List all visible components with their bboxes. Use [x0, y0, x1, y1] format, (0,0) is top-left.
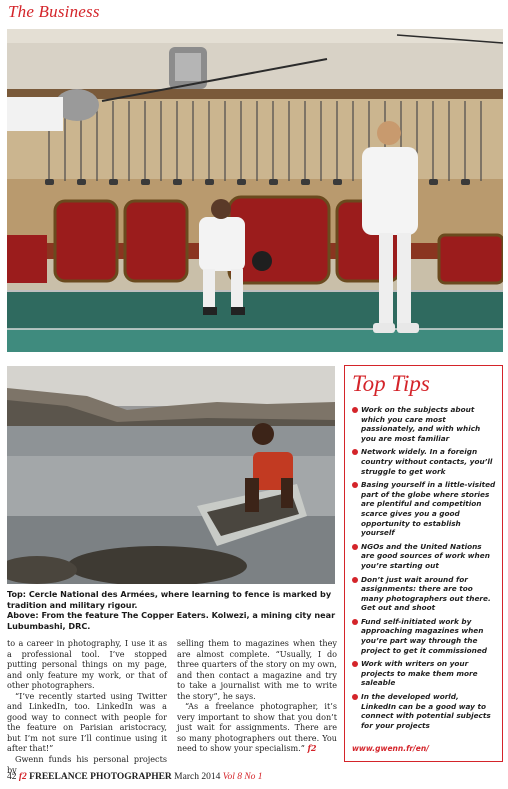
page-footer [7, 772, 263, 782]
tip-item: Work on the subjects about which you care most passionately, and with which you are most familiar [352, 405, 496, 443]
tips-list [352, 405, 496, 730]
bullet-icon [352, 407, 358, 413]
tip-item: Don’t just wait around for assignments: there are too many photographers out there. Get out and shoot [352, 575, 496, 613]
bullet-icon [352, 482, 358, 488]
paragraph-text: “As a freelance photographer, it’s very important to show that you don’t just wait for assignments. There are so many photographers out there. You need to show your specialism.” [177, 701, 337, 754]
end-mark: f2 [307, 743, 317, 754]
tip-item: Work with writers on your projects to make them more saleable [352, 659, 496, 688]
tip-item: In the developed world, LinkedIn can be a good way to connect with potential subjects for your projects [352, 692, 496, 730]
article-column-1 [7, 638, 167, 775]
bullet-icon [352, 449, 358, 455]
section-title: The Business [8, 2, 100, 21]
photo-caption [7, 589, 337, 631]
tip-item: NGOs and the United Nations are good sources of work when you’re starting out [352, 542, 496, 571]
kolwezi-photo [7, 366, 335, 584]
caption-top: Top: Cercle National des Armées, where learning to fence is marked by tradition and military rigour. [7, 589, 332, 610]
tip-item: Basing yourself in a little-visited part of the globe where stories are plentiful and competition scarce gives you a good opportunity to establish yourself [352, 480, 496, 538]
fencing-hall-photo [7, 29, 503, 352]
page-number: 42 [7, 772, 17, 782]
tip-item: Network widely. In a foreign country without contacts, you’ll struggle to get work [352, 447, 496, 476]
bullet-icon [352, 577, 358, 583]
bullet-icon [352, 661, 358, 667]
bullet-icon [352, 544, 358, 550]
issue-date: March 2014 [174, 772, 221, 782]
paragraph-last [177, 701, 337, 754]
caption-above: Above: From the feature The Copper Eaters. Kolwezi, a mining city near Lubumbashi, DRC. [7, 610, 336, 631]
paragraph: selling them to magazines when they are almost complete. “Usually, I do three quarters of the story on my own, and then contact a magazine and try to take a journalist with me to write the story”, he says. [177, 638, 337, 701]
bullet-icon [352, 619, 358, 625]
top-tips-title: Top Tips [352, 371, 430, 396]
f2-logo: f2 [18, 772, 27, 782]
article-column-2 [177, 638, 337, 754]
tip-item: Fund self-initiated work by approaching magazines when you’re part way through the project to get it commissioned [352, 617, 496, 655]
paragraph: Gwenn funds his personal projects by [7, 754, 167, 775]
magazine-name: FREELANCE PHOTOGRAPHER [29, 772, 172, 782]
article-body [7, 638, 337, 775]
top-tips-box [344, 365, 503, 762]
paragraph: “I’ve recently started using Twitter and LinkedIn, too. LinkedIn was a good way to connect with people for the feature on Parisian aristocracy, but I’m not sure I’ll continue using it after that!” [7, 690, 167, 754]
website-link[interactable]: www.gwenn.fr/en/ [352, 744, 429, 753]
bullet-icon [352, 694, 358, 700]
issue-volume: Vol 8 No 1 [222, 772, 263, 782]
paragraph: to a career in photography, I use it as a professional tool. I’ve stopped putting personal things on my page, and only feature my work, or that of other photographers. [7, 638, 167, 691]
